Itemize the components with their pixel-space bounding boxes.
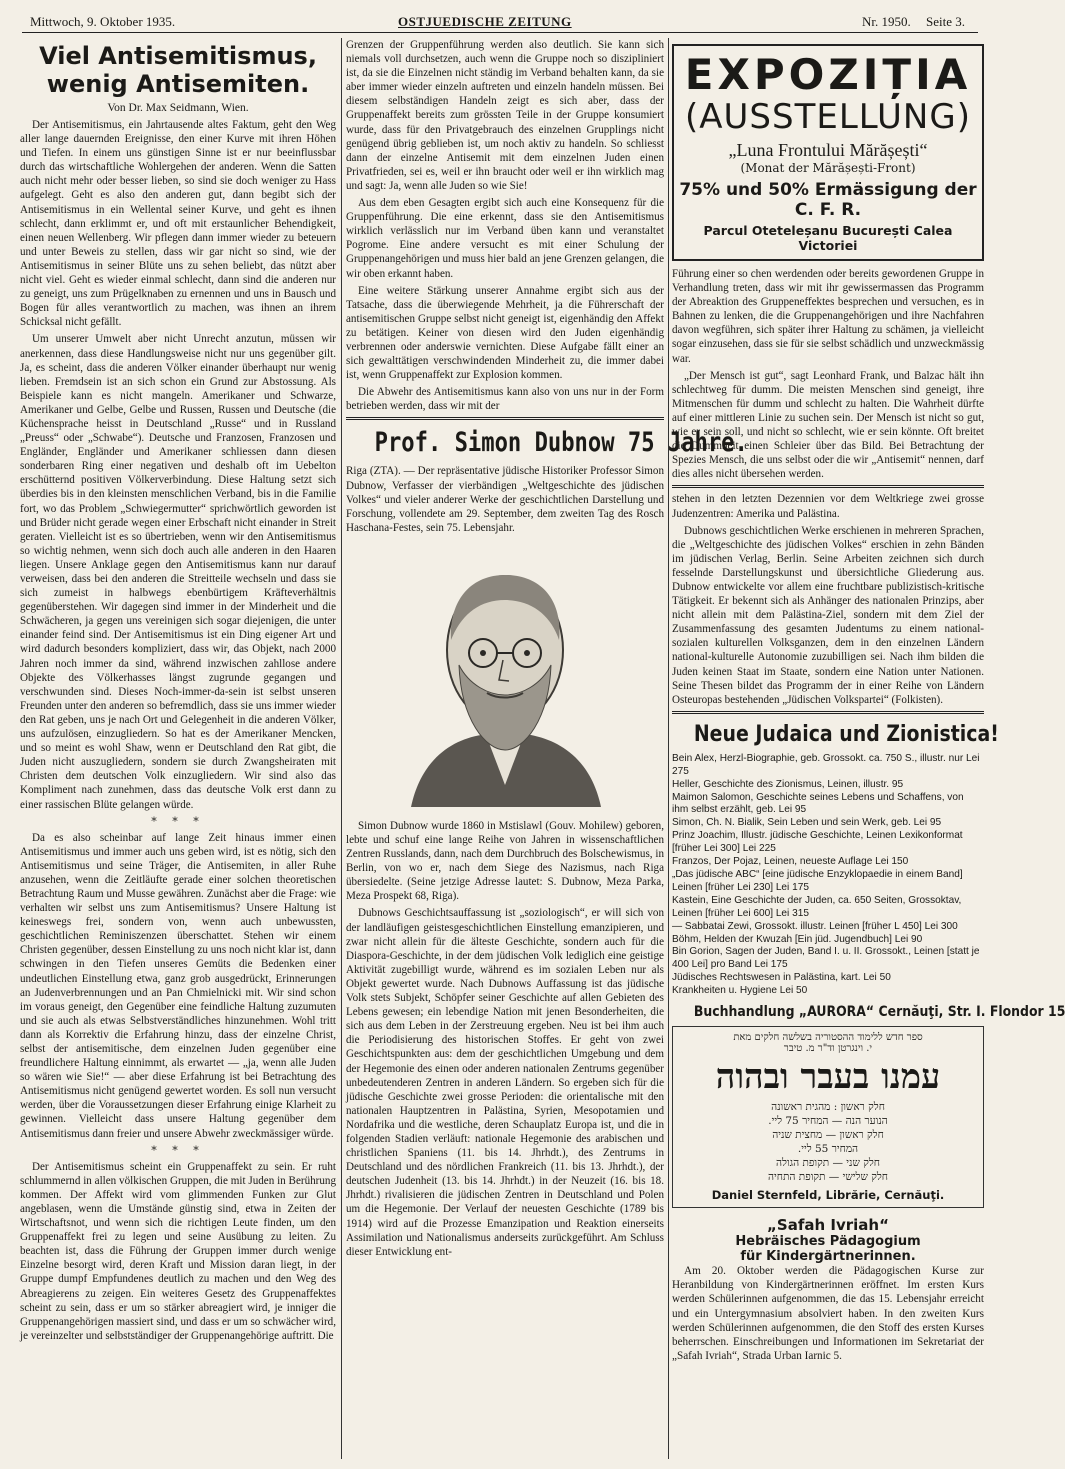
article-byline: Von Dr. Max Seidmann, Wien. <box>107 102 249 114</box>
issue-number: Nr. 1950. <box>862 14 911 29</box>
section-separator: * * * <box>151 1143 205 1157</box>
exhibition-location: Parcul Oteteleșanu București Calea Victoriei <box>703 223 953 253</box>
column-divider <box>668 38 669 1459</box>
article-paragraph: Grenzen der Gruppenführung werden also deutlich. Sie kann sich niemals voll durchsetzen, auch wenn die Gruppe noch so diszipliniert ist, da sie die Einzelnen nicht ständig im Verband behalten kann, da sie aber immer wieder einzeln auftreten und einzeln handeln müssen. Bei diesem selbständigen Handeln zeigt es sich aber, dass der Gruppenaffekt bereits zum grössten Teile in der Gruppe konsumiert wurde, dass für den Privatgebrauch des einzelnen Grupplings nicht genügend übrig geblieben ist, um noch aktiv zu handeln. So schliesst dann der einzelne Antisemit mit dem einzelnen Juden einen Privatfrieden, sei es, weil er ihn braucht oder weil er ihn wirklich mag und sagt: Ja, wenn alle Juden so wie Sie! <box>346 39 664 192</box>
article-paragraph: Simon Dubnow wurde 1860 in Mstislawl (Gouv. Mohilew) geboren, lebte und schuf eine lange Reihe von Jahren in wissenschaftlichen Zentren Russlands, dann, nach dem Durchbruch des Bolschewismus, in Berlin, von wo er, nach dem Siege des Nazismus, nach Riga übersiedelte. (Seine jetzige Adresse lautet: S. Dubnow, Meza Parka, Meza Prospekt 68, Riga). <box>346 819 664 903</box>
book-item: Jüdisches Rechtswesen in Palästina, kart. Lei 50 <box>672 972 891 984</box>
book-item: Simon, Ch. N. Bialik, Sein Leben und sein Werk, geb. Lei 95 <box>672 817 942 829</box>
article-paragraph: Die Abwehr des Antisemitismus kann also von uns nur in der Form betrieben werden, dass wir mit der <box>346 386 664 413</box>
column-3 <box>672 38 1065 1461</box>
article-lead: Riga (ZTA). — Der repräsentative jüdische Historiker Professor Simon Dubnow, Verfasser der vierbändigen „Weltgeschichte des jüdischen Volkes“ und vieler anderer Werke der geschichtlichen Darstellung und Forschung, vollendete am 29. September, dem zweiten Tag des Rosch Haschana-Festes, sein 75. Lebensjahr. <box>346 465 664 534</box>
portrait-illustration <box>391 545 619 807</box>
article-title-line2: wenig Antisemiten. <box>46 70 310 98</box>
ad-separator <box>672 711 984 714</box>
hebrew-ad-line: חלק שני — תקופת הגולה <box>776 1157 880 1170</box>
article-paragraph: Dubnows Geschichtsauffassung ist „soziologisch“, er will sich von der landläufigen geistesgeschichtlichen Einstellung emanzipieren, und zwar nicht allein für die älteste Geschichte, sondern auch für die Diaspora-Geschichte, in der dem jüdischen Volk lediglich eine geistige Aktivität zugebilligt wurde, während es im sozialen Leben nur als Objekt gewertet wurde. Nach Dubnows Auffassung ist das jüdische Volk stets Subjekt, Schöpfer seiner Geschichte auf allen Gebieten des Lebens gewesen; ein lebendige Nation mit jenen Besonderheiten, die sich aus dem Leben in der Zerstreuung ergeben. Neu ist bei ihm auch die Periodisierung des historischen Stoffes. Er geht von zwei Geschichtspunkten aus: dem der geschichtlichen Umgebung und dem der Hegemonie des einen oder anderen nationalen Zentrums gegenüber unbedeutenderen Zentren in anderen Ländern. So ergeben sich für die jüdische Geschichte zwei grosse Perioden: die orientalische mit den nationalen Hauptzentren in Palästina, Syrien, Mesopotamien und Nordafrika und die westliche, deren Schauplatz Europa ist, und die in folgenden Stadien verläuft: nationale Hegemonie des arabischen und christlichen Spaniens (11. bis 14. Jhrhdt.), des Zentrums in Deutschland und des nördlichen Frankreich (11. bis 13. Jhrhdt.), der deutschen Judenheit (13. bis 14. Jhrhdt.) in der Neuzeit (16. bis 18. Jhrhdt.) rivalisieren die jüdischen Zentren in Deutschland und Polen um die Hegemonie. Der Verlauf der neuesten Geschichte (1789 bis 1914) wird auf die Prozesse Emanzipation und Reaktion einerseits Assimilation und Nationalismus anderseits zurückgeführt. Am Schluss dieser Entwicklung ent- <box>346 907 664 1258</box>
bookstore-name: Buchhandlung „AURORA“ Cernăuţi, Str. I. Flondor 15 <box>693 1004 1065 1021</box>
school-ad-body <box>672 1264 984 1363</box>
hebrew-ad-authors: י. וינגרטן וד"ר מ. טיבר <box>783 1043 873 1055</box>
exhibition-translation: (Monat der Mărășești-Front) <box>740 161 916 175</box>
hebrew-book-ad <box>672 1026 984 1208</box>
book-item: Maimon Salomon, Geschichte seines Lebens und Schaffens, von ihm selbst erzählt, geb. Lei 95 <box>672 791 964 816</box>
article-paragraph: Dubnows geschichtlichen Werke erschienen in mehreren Sprachen, die „Weltgeschichte des jüdischen Volkes“ erschien in zehn Bänden im jüdischen Verlag, Berlin. Seine Arbeiten zeichnen sich durch fesselnde Darstellungskunst und übersichtliche Gliederung aus. Dubnow entwickelte vor allem eine fruchtbare publizistisch-kritische Tätigkeit. Er bekennt sich als Anhänger des nationalen Prinzips, aber nicht allein mit dem Palästina-Ziel, sondern mit dem Ziel der Zusammenfassung des gesamten Judentums zu einem national-sozialen kulturellen Volksganzen, dem in den einzelnen Ländern national-kulturelle Autonomie zuzubilligen sei. Nach ihm bilden die Juden keinen Staat im Staate, sondern eine Nation unter Nationen. Seine Thesen bildet das Programm der in einer Reihe von Ländern Osteuropas bestehenden „Jüdischen Volkspartei“ (Folkisten). <box>672 524 984 706</box>
exhibition-discount: 75% und 50% Ermässigung der C. F. R. <box>679 180 977 220</box>
books-ad-title: Neue Judaica und Zionistica! <box>693 721 999 747</box>
page-number: Seite 3. <box>926 14 965 29</box>
article-title: Viel Antisemitismus, <box>39 42 317 70</box>
book-item: Heller, Geschichte des Zionismus, Leinen, illustr. 95 <box>672 778 904 790</box>
book-item: Kastein, Eine Geschichte der Juden, ca. 650 Seiten, Grossoktav, Leinen [früher Lei 600] Lei 315 <box>672 894 962 919</box>
issue-date: Mittwoch, 9. Oktober 1935. <box>30 14 176 29</box>
article-title: Prof. Simon Dubnow 75 Jahre. <box>374 427 748 459</box>
exhibition-title: EXPOZIȚIA <box>684 50 972 99</box>
hebrew-ad-intro: ספר חדש ללימוד ההסטוריה בשלשה חלקים מאת <box>733 1032 923 1044</box>
exhibition-ad <box>672 44 984 261</box>
article-paragraph: Um unserer Umwelt aber nicht Unrecht anzutun, müssen wir anerkennen, dass diese Handlungsweise nicht nur uns gegenüber gilt. Ja, es scheint, dass die anderen Völker einander überhaupt nur wenig lieben. Fremdsein ist an sich schon ein Grund zur Abstossung. Als Beispiele kann es nicht mangeln. Amerikaner und Schwarze, Amerikaner und Gelbe, Gelbe und Russen, Russen und Deutsche (die Küchensprache heisst in Deutschland „Russe“ und in Russland „Preuss“ oder „Schwabe“). Deutsche und Franzosen, Franzosen und Engländer, Engländer und Amerikaner schliessen dann diesen sonderbaren Ring einer negativen und deshalb oft im Uebelton erschütternd positiven Völkerverbindung. Diese Haltung setzt sich überdies bis in den kleinsten menschlichen Verband, bis in die Familie fort, wo das Problem „Schwiegermutter“ sprichwörtlich geworden ist und Brüder nicht gerade wegen einer Erbschaft nicht einander in Streit geraten. Vielleicht ist es so übertrieben, wenn wir den Antisemitismus so wichtig nehmen, wenn sich doch auch alle anderen in den Haaren liegen. Unsere Anklage gegen den Antisemitismus kann nur darauf verweisen, dass bei den anderen die Streitteile wechseln und dass sie sich zumeist in halbwegs ebenbürtigem Kräfteverhältnis gegenüberstehen. Wir dagegen sind immer in der Minderheit und die Schwächeren, ja gegen uns vereinigen sich sogar diejenigen, die unter einander feind sind. Der Antisemitismus ist ein Ding eigener Art und wird dadurch besonders kompliziert, dass wir, das Objekt, nach 2000 Jahren noch immer da sind, während inzwischen zahllose andere Objekte des Völkerhasses längst zugrunde gegangen und verschwunden sind. Dieses Noch-immer-da-sein ist selbst unseren Freunden unter den anderen so befremdlich, dass sie uns immer wieder den Rat geben, uns je nach Ort und Gelegenheit in die anderen Völker, uns aufzulösen, einzugliedern. So hat es der Amerikaner Mencken, und so meint es wohl Shaw, wenn er Deutschland den Rat gibt, die Juden nicht auszugliedern, sondern sie durch Zwangsheiraten mit Christen dem deutschen Volk einzugliedern. Wir sind also das Kompliment nach zunehmen, dass das deutsche Volk erst dann zu einer rassischen Blüte gelangen würde. <box>20 333 336 811</box>
article-paragraph: Eine weitere Stärkung unserer Annahme ergibt sich aus der Tatsache, dass die überwiegende Mehrheit, ja die Führerschaft der antisemitischen Gruppe selbst nicht geneigt ist, eigenhändig den Affekt zu betätigen. Keiner von diesen wird den Juden eigenhändig verbrennen oder anderswie vernichten. Diese Aufgabe fällt einer an sich gewalttätigen verschwindenden Minderheit zu, die immer dabei ist, wenn Gruppenaffekt zur Explosion kommen. <box>346 284 664 382</box>
portrait-image <box>391 545 619 807</box>
column-divider <box>341 38 342 1459</box>
article-paragraph: Da es also scheinbar auf lange Zeit hinaus immer einen Antisemitismus und immer auch uns geben wird, ist es nötig, sich den Antisemitismus und seine Träger, die Antisemiten, in aller Ruhe anzusehen, wenn die Zeitläufte gerade einer solchen theoretischen Betrachtung Raum und Musse gewähren. Zunächst aber die Frage: wie verhalten wir selbst uns zum Antisemitismus? Unsere Haltung ist keineswegs frei, sondern von, wenn auch unbewussten, geschichtlichen Reminiszenzen überschattet. Stehen wir einem Christen gegenüber, dessen Einstellung zu uns noch nicht klar ist, dann schwingen in den Tiefen unseres Gemüts die Bedenken einer undeutlichen Einstellung etwa, ganz grob ausgedrückt, Erinnerungen an Judenverbrennungen und an Pan Chmielnicki mit. Wir sind schon im voraus geneigt, den Gegenüber eine feindliche Haltung zuzumuten und sie auch als etwas Selbstverständliches hinzunehmen. Wohl tritt dann als Korrektiv die Erfahrung hinzu, dass der einzelne Christ, selbst der antisemitische, dem einzelnen Juden gegenüber eine freundlichere Haltung einnimmt, als erwartet — „ja, wenn alle Juden so wären wie Sie!“ — aber diese Erfahrung ist bei Betrachtung des Antisemitismus nicht genügend gewertet worden. Es soll nun versucht werden, über die Voraussetzungen dieser Erfahrung einige Klarheit zu gewinnen. Vielleicht dass unsere Haltung gegenüber dem Antisemitismus dann freier und unsere Abwehr zweckmässiger würde. <box>20 831 336 1140</box>
exhibition-subtitle: (AUSSTELLUNG) <box>685 97 971 137</box>
book-item: Franzos, Der Pojaz, Leinen, neueste Auflage Lei 150 <box>672 856 909 868</box>
hebrew-ad-line: חלק שלישי — תקופת התחיה <box>768 1171 888 1184</box>
article-paragraph: stehen in den letzten Dezennien vor dem Weltkriege zwei grosse Judenzentren: Amerika und Palästina. <box>672 493 984 520</box>
article-paragraph: Der Antisemitismus scheint ein Gruppenaffekt zu sein. Er ruht schlummernd in allen völkischen Gruppen, die mit Juden in Berührung kommen. Der Affekt wird vom glimmenden Funken zur Glut angeblasen, wenn die Umstände günstig sind, etwa in Zeiten der Wirtschaftsnot, und wenn sich die richtigen Leute finden, um den Gruppenaffekt frei zu legen und seine Ausübung zu leiten. Zu beachten ist, dass die Führung der Gruppen immer durch wenige Einzelne besorgt wird, deren Kraft und Mission daran liegt, in der Gruppe dumpf Empfundenes deutlich zu machen und den Weg des Abreagierens zu zeigen. Ein weiteres Gesetz des Gruppenaffektes scheint zu sein, dass er um so stärker abreagiert wird, je inniger die Gruppenangehörigen massiert sind, und dass er um so schwächer wird, je vereinzelter und selbstständiger der Gruppenangehörige auftritt. Die <box>20 1160 336 1342</box>
book-item: — Sabbatai Zewi, Grossokt. illustr. Leinen [früher L 450] Lei 300 <box>672 920 958 932</box>
article-paragraph: „Der Mensch ist gut“, sagt Leonhard Frank, und Balzac hält ihn schlechtweg für dumm. Die meisten Menschen sind geneigt, ihre Mitmenschen für dumm und schlecht zu halten. Die Wahrheit dürfte auf einer mittleren Linie zu suchen sein. Der Mensch ist nicht so gut, wie er sein soll, und nicht so schlecht, wie er sein könnte. Oft breitet die Dummheit einen Schleier über das Bild. Bei Betrachtung der Spezies Mensch, die uns selbst oder die wir „Antisemit“ nennen, darf dies alles nicht übersehen werden. <box>672 369 984 481</box>
book-item: Böhm, Helden der Kwuzah [Ein jüd. Jugendbuch] Lei 90 <box>672 933 923 945</box>
book-item: Prinz Joachim, Illustr. jüdische Geschichte, Leinen Lexikonformat [früher Lei 300] Lei 225 <box>672 830 963 855</box>
school-ad-title: „Safah Ivriah“ <box>767 1216 889 1235</box>
header-rule <box>22 32 978 33</box>
newspaper-name: OSTJUEDISCHE ZEITUNG <box>398 14 572 29</box>
hebrew-ad-line: חלק ראשון : מהגית ראשונה <box>771 1101 885 1114</box>
school-ad-subtitle: Hebräisches Pädagogium <box>735 1234 921 1250</box>
school-ad-text: Am 20. Oktober werden die Pädagogischen Kurse zur Heranbildung von Kindergärtnerinnen eröffnet. Im ersten Kurs werden Schülerinnen aufgenommen, die das 15. Lebensjahr erreicht und ein Untergymnasium absolviert haben. In den zweiten Kurs werden Schülerinnen aufgenommen, die den Stoff des ersten Kurses beherrschen. Einschreibungen und Informationen im Sekretariat der „Safah Ivriah“, Strada Urban Iarnic 5. <box>672 1265 984 1363</box>
hebrew-ad-line: הנוער הנה — המחיר 75 ליי. <box>768 1115 888 1128</box>
article-paragraph: Führung einer so chen werdenden oder bereits gewordenen Gruppe in Verhandlung treten, dass wir mit ihr gewissermassen das Programm der Abreaktion des Gruppeneffektes besprechen und versuchen, es in Bahnen zu lenken, die die Gruppenangehörigen und ihre Nachfahren davon wegführen, sich später ihrer Haltung zu schämen, ja vielleicht sogar einzusehen, dass sie für sie selbst schädlich und unzweckmässig war. <box>672 268 984 365</box>
book-item: Bein Alex, Herzl-Biographie, geb. Grossokt. ca. 750 S., illustr. nur Lei 275 <box>672 752 980 777</box>
section-separator: * * * <box>151 814 205 828</box>
article-separator <box>346 417 664 420</box>
article-paragraph: Der Antisemitismus, ein Jahrtausende altes Faktum, geht den Weg aller lange dauernden Ereignisse, den einer Kurve mit ihren Höhen und Tiefen. In einem uns günstigen Sinne ist er nur beeinflussbar durch das wirtschaftliche Wohlergehen der anderen. Wenn die Satten auch nicht mehr oder besser lieben, so sind sie doch weniger zu Hass aufgelegt. Geht es also den anderen gut, dann begibt sich der Antisemitismus in ein Wellental seiner Kurve, und geht es ihnen schlecht, dann erklimmt er, und oft mit erstaunlicher Behendigkeit, einen neuen Wellenberg. Wir pflegen dann immer wieder zu beteuern und unter Beweis zu stellen, dass wir gar nicht so sind, wie der Antisemitismus in seiner Blüte uns zu sehen beliebt, das nützt aber nicht viel. Geht es wieder einmal schlecht, dann sind die anderen nur zu geneigt, uns zum Prügelknaben zu ernennen und uns in Bausch und Bogen für alles verantwortlich zu machen, was ihnen an ihrem Schicksal nicht gefällt. <box>20 119 336 329</box>
column-1 <box>20 38 336 1461</box>
hebrew-ad-title: עמנו בעבר ובהוה <box>715 1057 941 1098</box>
hebrew-ad-bookseller: Daniel Sternfeld, Librărie, Cernăuţi. <box>711 1188 945 1203</box>
book-item: Bin Gorion, Sagen der Juden, Band I. u. II. Grossokt., Leinen [statt je 400 Lei] pro Band Lei 175 <box>672 946 980 971</box>
page-header <box>0 0 1000 30</box>
hebrew-ad-line: המחיר 55 ליי. <box>797 1143 859 1156</box>
book-item: „Das jüdische ABC“ [eine jüdische Enzyklopaedie in einem Band] Leinen [früher Lei 230] Lei 175 <box>672 868 963 893</box>
books-list <box>672 753 984 998</box>
article-separator <box>672 485 984 488</box>
school-ad-subtitle-2: für Kindergärtnerinnen. <box>740 1249 916 1265</box>
hebrew-ad-line: חלק ראשון — מחצית שניה <box>772 1129 884 1142</box>
exhibition-name: „Luna Frontului Mărășești“ <box>728 140 928 160</box>
book-item: Krankheiten u. Hygiene Lei 50 <box>672 985 808 997</box>
article-paragraph: Aus dem eben Gesagten ergibt sich auch eine Konsequenz für die Gruppenführung. Die eine erkennt, dass sie den Antisemitismus wirklich verlässlich nur im Verband üben kann und veranstaltet Pogrome. Eine andere versucht es mit einer Schulung der Gruppenangehörigen und muss hier bald an jene Grenzen gelangen, die wir oben erkannt haben. <box>346 197 664 280</box>
